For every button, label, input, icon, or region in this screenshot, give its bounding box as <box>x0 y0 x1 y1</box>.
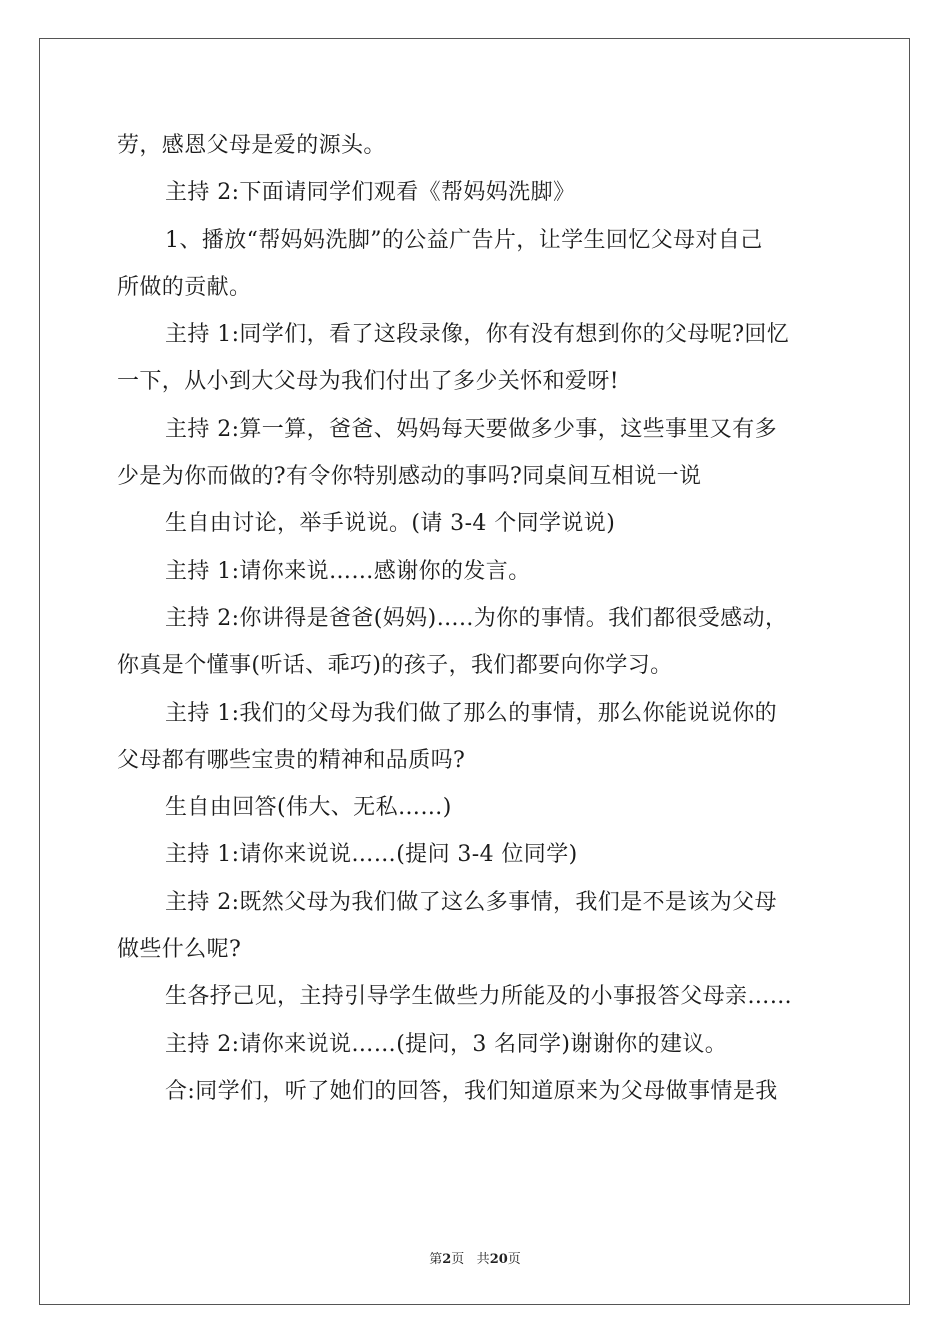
text-line: 主持 1:请你来说说……(提问 3-4 位同学) <box>165 842 578 868</box>
text-line: 主持 2:算一算，爸爸、妈妈每天要做多少事，这些事里又有多 <box>165 416 778 442</box>
text-line: 主持 2:下面请同学们观看《帮妈妈洗脚》 <box>165 180 576 206</box>
text-line: 生各抒己见，主持引导学生做些力所能及的小事报答父母亲…… <box>165 984 793 1010</box>
page-prefix: 第 <box>429 1252 443 1267</box>
text-line: 主持 2:既然父母为我们做了这么多事情，我们是不是该为父母 <box>165 889 778 915</box>
text-line: 主持 2:你讲得是爸爸(妈妈)…..为你的事情。我们都很受感动， <box>165 605 788 631</box>
text-line: 1、播放“帮妈妈洗脚”的公益广告片，让学生回忆父母对自己 <box>165 227 763 253</box>
text-line: 一下，从小到大父母为我们付出了多少关怀和爱呀! <box>117 369 620 395</box>
text-line: 劳，感恩父母是爱的源头。 <box>117 133 386 158</box>
page-footer <box>0 1248 950 1267</box>
text-line: 主持 1:我们的父母为我们做了那么的事情，那么你能说说你的 <box>165 700 778 726</box>
text-line: 主持 1:请你来说……感谢你的发言。 <box>165 558 531 584</box>
text-line: 做些什么呢? <box>117 937 242 963</box>
page-number: 2 <box>442 1252 452 1267</box>
total-pages: 20 <box>489 1252 508 1267</box>
document-body <box>117 122 837 1115</box>
page-suffix: 页 <box>451 1252 465 1267</box>
text-line: 少是为你而做的?有令你特别感动的事吗?同桌间互相说一说 <box>117 464 702 490</box>
text-line: 你真是个懂事(听话、乖巧)的孩子，我们都要向你学习。 <box>117 653 673 679</box>
text-line: 父母都有哪些宝贵的精神和品质吗? <box>117 747 466 773</box>
text-line: 所做的贡献。 <box>117 274 252 300</box>
total-prefix: 共 <box>476 1252 490 1267</box>
total-suffix: 页 <box>507 1252 521 1267</box>
text-line: 生自由回答(伟大、无私……) <box>165 795 452 821</box>
text-line: 主持 2:请你来说说……(提问，3 名同学)谢谢你的建议。 <box>165 1031 728 1057</box>
text-line: 合:同学们，听了她们的回答，我们知道原来为父母做事情是我 <box>165 1078 778 1104</box>
text-line: 生自由讨论，举手说说。(请 3-4 个同学说说) <box>165 511 616 537</box>
text-line: 主持 1:同学们，看了这段录像，你有没有想到你的父母呢?回忆 <box>165 322 790 348</box>
